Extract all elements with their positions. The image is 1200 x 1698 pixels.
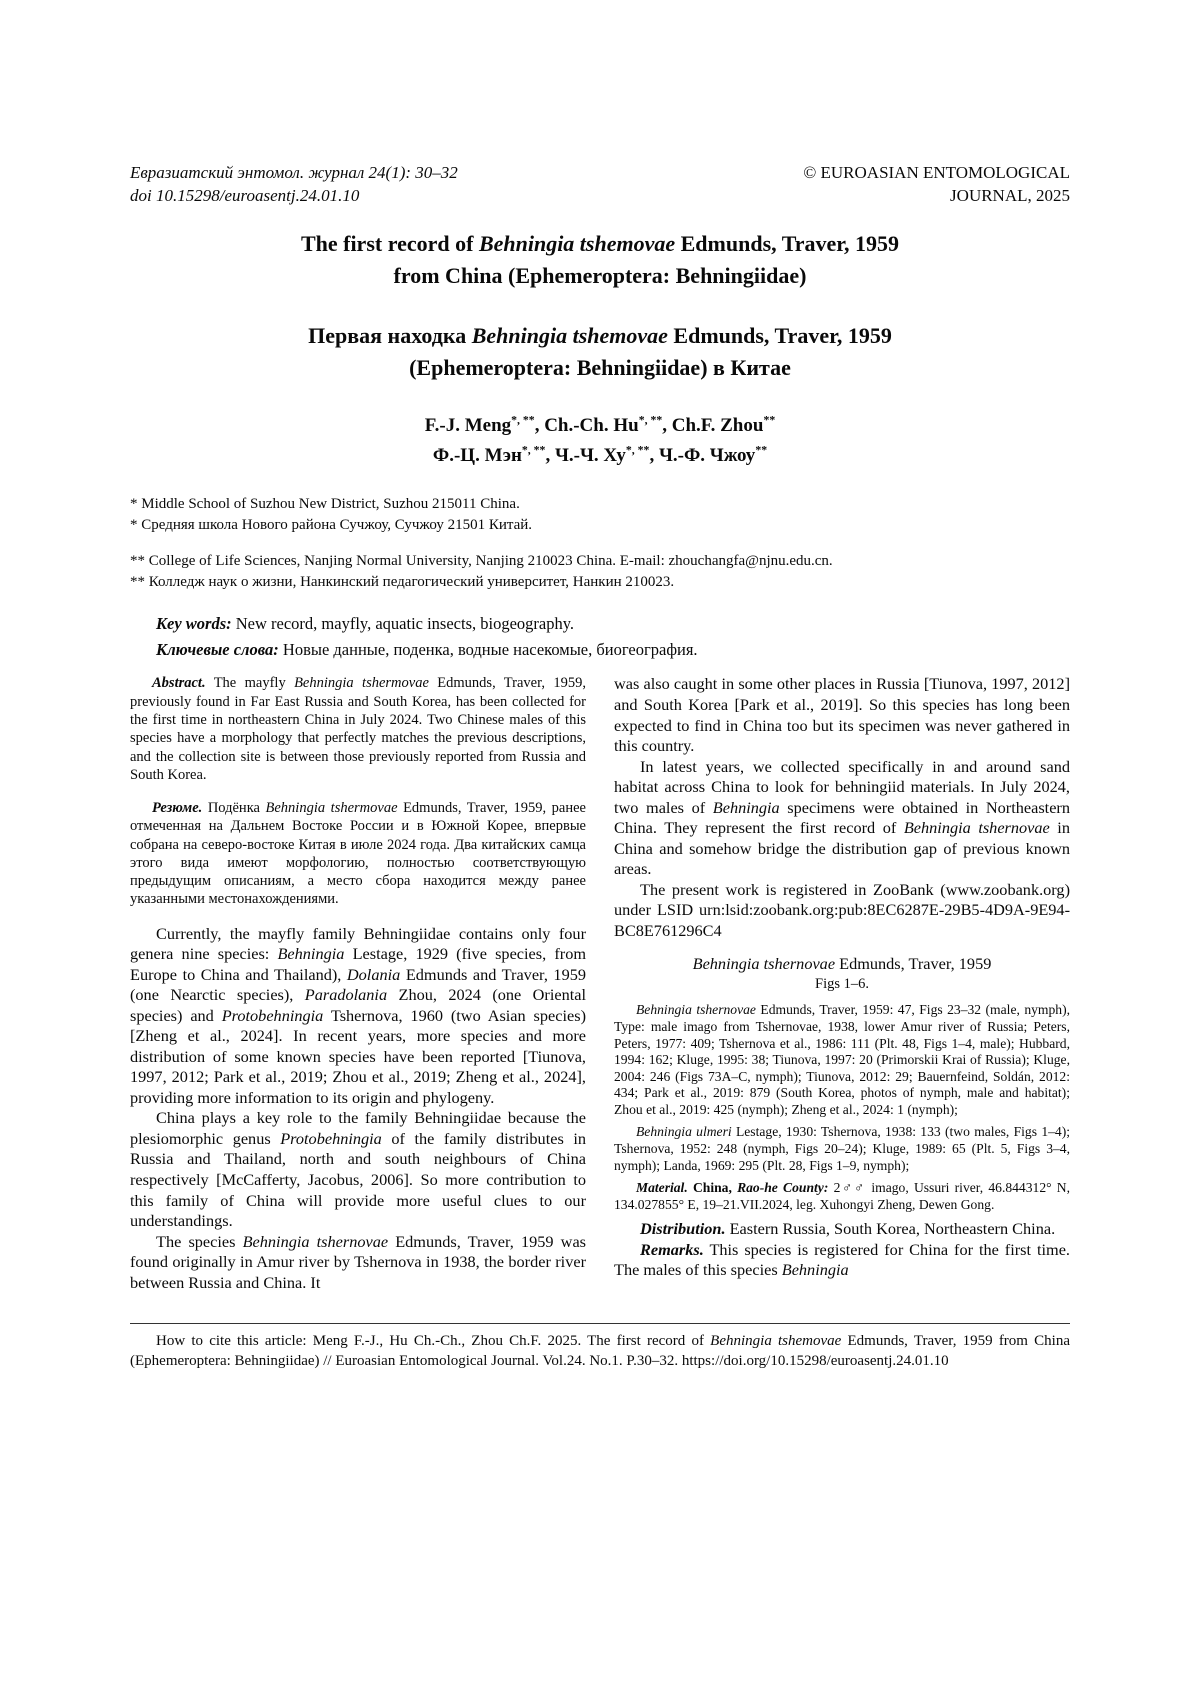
remarks-paragraph: Remarks. This species is registered for China for the first time. The males of this species Behningia <box>614 1239 1070 1280</box>
left-column <box>130 674 586 1293</box>
species-figs-label: Figs 1–6. <box>815 976 869 993</box>
keywords-block <box>130 611 1070 662</box>
text-columns <box>130 674 1070 1293</box>
journal-reference-block <box>130 162 458 208</box>
authors-cyrillic: Ф.-Ц. Мэн*, **, Ч.-Ч. Ху*, **, Ч.-Ф. Чжоу** <box>432 443 768 466</box>
affiliation-school-en: * Middle School of Suzhou New District, Suzhou 215011 China. <box>130 496 520 513</box>
synonymy-entry-1: Behningia tshernovae Edmunds, Traver, 1959: 47, Figs 23–32 (male, nymph), Type: male imago from Tshernovae, 1938, lower Amur river of Russia; Peters, Peters, 1977: 409; Tshernova et al., 1986: 111 (Plt. 48, Figs 1–4, male); Hubbard, 1994: 162; Kluge, 1995: 38; Tiunova, 1997: 20 (Primorskii Krai of Russia); Kluge, 2004: 246 (Figs 73A–C, nymph); Tiunova, 2012: 29; Bauernfeind, Soldán, 2012: 434; Park et al., 2019: 879 (South Korea, photos of nymph, male and habitat); Zhou et al., 2019: 425 (nymph); Zheng et al., 2024: 1 (nymph); <box>614 1002 1071 1117</box>
right-column <box>614 674 1070 1293</box>
intro-paragraph-3: The species Behningia tshernovae Edmunds, Traver, 1959 was found originally in Amur river by Tshernova in 1938, the border river between Russia and China. It <box>130 1231 587 1292</box>
keywords-english: Key words: New record, mayfly, aquatic insects, biogeography. <box>156 614 575 634</box>
zoobank-paragraph: The present work is registered in ZooBank (www.zoobank.org) under LSID urn:lsid:zoobank.org:pub:8EC6287E-29B5-4D9A-9E94-BC8E761296C4 <box>614 879 1070 940</box>
intro-paragraph-2: China plays a key role to the family Behningiidae because the plesiomorphic genus Protobehningia of the family distributes in Russia and Thailand, north and south neighbours of China respectively [McCafferty, Jacobus, 2006]. So more contribution to this family of China will provide more useful clues to our understandings. <box>130 1108 586 1231</box>
intro-paragraph-1: Currently, the mayfly family Behningiidae contains only four genera nine species: Behningia Lestage, 1929 (five species, from Europe to China and Thailand), Dolania Edmunds and Traver, 1959 (one Nearctic species), Paradolania Zhou, 2024 (one Oriental species) and Protobehningia Tshernova, 1960 (two Asian species) [Zheng et al., 2024]. In recent years, more species and more distribution of some known species have been reported [Tiunova, 1997, 2012; Park et al., 2019; Zhou et al., 2019; Zheng et al., 2024], providing more information to its origin and phylogeny. <box>130 923 587 1107</box>
copyright-block <box>803 162 1070 208</box>
affiliation-group-university <box>130 551 1070 593</box>
abstract-paragraph: Abstract. The mayfly Behningia tshermovae Edmunds, Traver, 1959, previously found in Far East Russia and South Korea, has been collected for the first time in northeastern China in July 2024. Two Chinese males of this species have a morphology that perfectly matches the previous descriptions, and the collection site is between those previously reported from Russia and South Korea. <box>130 675 586 783</box>
journal-doi: doi 10.15298/euroasentj.24.01.10 <box>130 185 360 205</box>
resume-paragraph: Резюме. Подёнка Behningia tshermovae Edmunds, Traver, 1959, ранее отмеченная на Дальнем Востоке России и в Южной Корее, впервые собрана на северо-востоке Китая в июле 2024 года. Два китайских самца этого вида имеют морфологию, полностью соответствующую предыдущим описаниям, а место сбора находится между ранее указанными местонахождениями. <box>130 800 586 908</box>
affiliation-university-ru: ** Колледж наук о жизни, Нанкинский педагогический университет, Нанкин 210023. <box>130 574 675 591</box>
affiliation-group-school <box>130 494 1070 536</box>
article-title-russian: Первая находка Behningia tshemovae Edmunds, Traver, 1959 (Ephemeroptera: Behningiidae) в Китае <box>308 322 892 380</box>
affiliation-university-en: ** College of Life Sciences, Nanjing Normal University, Nanjing 210023 China. E-mail: zhouchangfa@njnu.edu.cn. <box>130 553 833 570</box>
affiliation-school-ru: * Средняя школа Нового района Сучжоу, Сучжоу 21501 Китай. <box>130 517 533 534</box>
authors-latin: F.-J. Meng*, **, Ch.-Ch. Hu*, **, Ch.F. Zhou** <box>424 414 776 437</box>
citation-footer <box>130 1323 1070 1372</box>
citation-text: How to cite this article: Meng F.-J., Hu Ch.-Ch., Zhou Ch.F. 2025. The first record of Behningia tshemovae Edmunds, Traver, 1959 from China (Ephemeroptera: Behningiidae) // Euroasian Entomological Journal. Vol.24. No.1. P.30–32. https://doi.org/10.15298/euroasentj.24.01.10 <box>130 1333 1070 1370</box>
methods-paragraph: In latest years, we collected specifically in and around sand habitat across China to look for behningiid materials. In July 2024, two males of Behningia specimens were obtained in Northeastern China. They represent the first record of Behningia tshernovae in China and somehow bridge the distribution gap of previous known areas. <box>614 756 1070 879</box>
species-heading: Behningia tshernovae Edmunds, Traver, 1959 <box>692 954 992 974</box>
copyright-year: JOURNAL, 2025 <box>950 185 1070 205</box>
continuation-paragraph: was also caught in some other places in Russia [Tiunova, 1997, 2012] and South Korea [Park et al., 2019]. So this species has long been expected to find in China too but its specimen was never gathered in this country. <box>614 674 1070 756</box>
page-header <box>130 162 1070 208</box>
affiliations <box>130 494 1070 593</box>
authors-block <box>130 411 1070 470</box>
article-title-english: The first record of Behningia tshemovae Edmunds, Traver, 1959 from China (Ephemeroptera: Behningiidae) <box>300 230 900 288</box>
distribution-paragraph: Distribution. Eastern Russia, South Korea, Northeastern China. <box>640 1219 1056 1239</box>
keywords-russian: Ключевые слова: Новые данные, поденка, водные насекомые, биогеография. <box>156 639 698 659</box>
synonymy-entry-2: Behningia ulmeri Lestage, 1930: Tshernova, 1938: 133 (two males, Figs 1–4); Tshernova, 1952: 248 (nymph, Figs 20–24); Kluge, 1989: 65 (Plt. 5, Figs 3–4, nymph); Landa, 1969: 295 (Plt. 28, Figs 1–9, nymph); <box>614 1124 1071 1173</box>
material-paragraph: Material. China, Rao-he County: 2♂♂ imago, Ussuri river, 46.844312° N, 134.027855° E, 19–21.VII.2024, leg. Xuhongyi Zheng, Dewen Gong. <box>614 1180 1070 1212</box>
copyright-publisher: © EUROASIAN ENTOMOLOGICAL <box>803 163 1070 182</box>
journal-citation: Евразиатский энтомол. журнал 24(1): 30–32 <box>130 163 458 182</box>
